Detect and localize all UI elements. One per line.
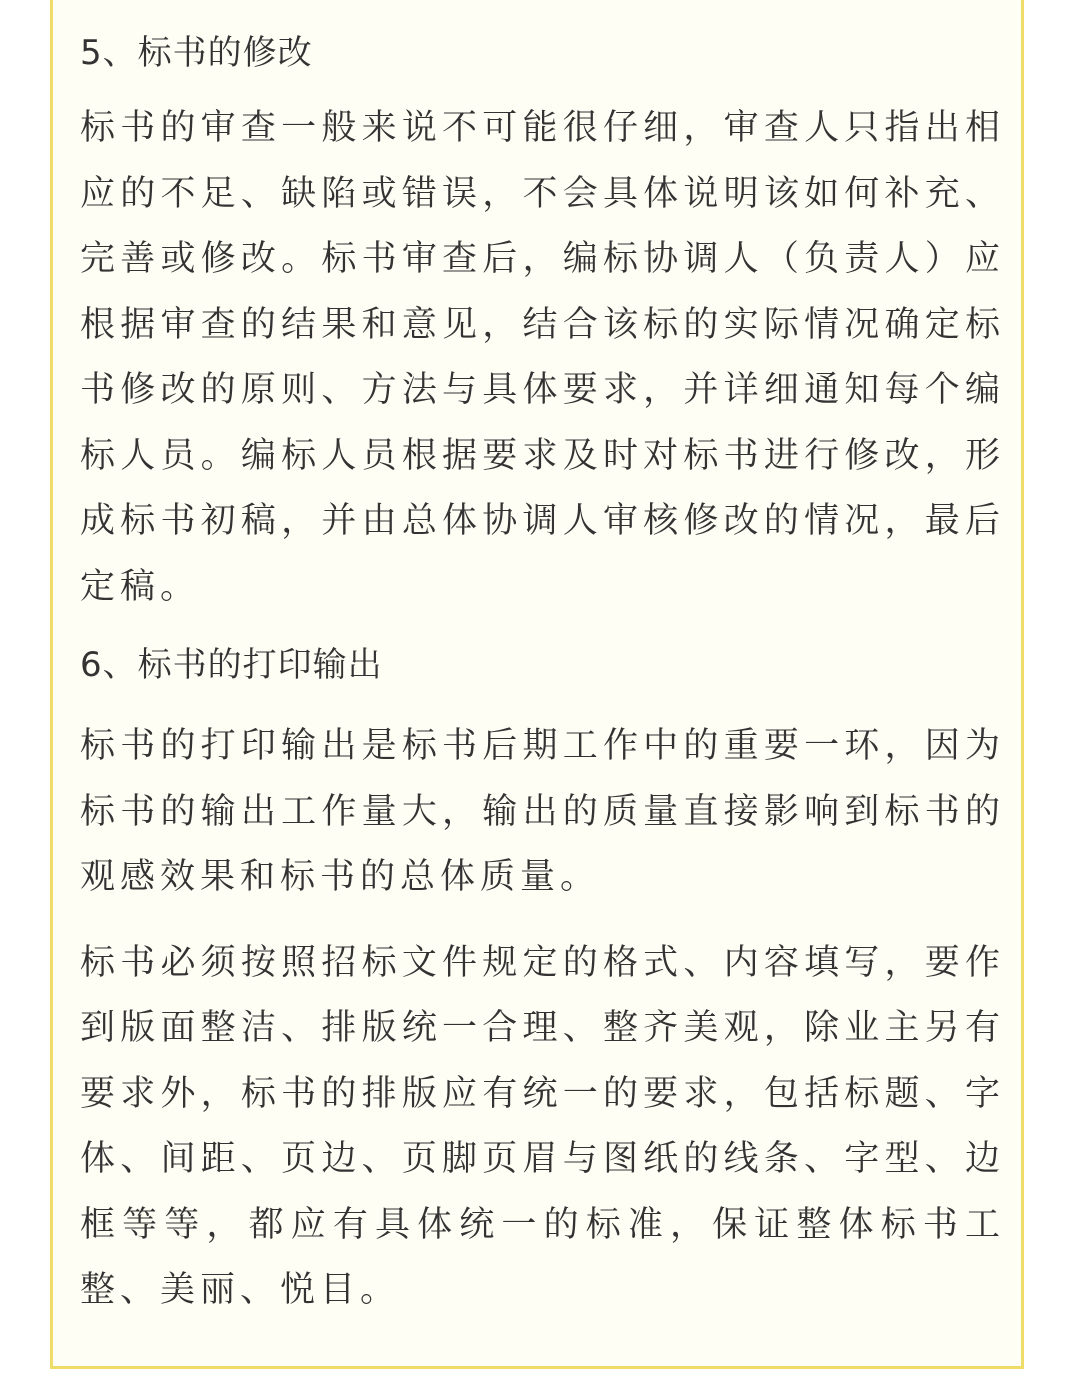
section-6-heading: 6、标书的打印输出	[80, 645, 383, 685]
section-6-paragraph-1: 标书的打印输出是标书后期工作中的重要一环，因为标书的输出工作量大，输出的质量直接影响到标书的观感效果和标书的总体质量。	[80, 726, 1005, 897]
article-content	[80, 20, 1005, 1324]
section-5-paragraph: 标书的审查一般来说不可能很仔细，审查人只指出相应的不足、缺陷或错误，不会具体说明该如何补充、完善或修改。标书审查后，编标协调人（负责人）应根据审查的结果和意见，结合该标的实际情况确定标书修改的原则、方法与具体要求，并详细通知每个编标人员。编标人员根据要求及时对标书进行修改，形成标书初稿，并由总体协调人审核修改的情况，最后定稿。	[80, 108, 1005, 607]
section-5-heading: 5、标书的修改	[80, 33, 313, 73]
section-6-paragraph-2: 标书必须按照招标文件规定的格式、内容填写，要作到版面整洁、排版统一合理、整齐美观，除业主另有要求外，标书的排版应有统一的要求，包括标题、字体、间距、页边、页脚页眉与图纸的线条、字型、边框等等，都应有具体统一的标准，保证整体标书工整、美丽、悦目。	[80, 942, 1005, 1310]
